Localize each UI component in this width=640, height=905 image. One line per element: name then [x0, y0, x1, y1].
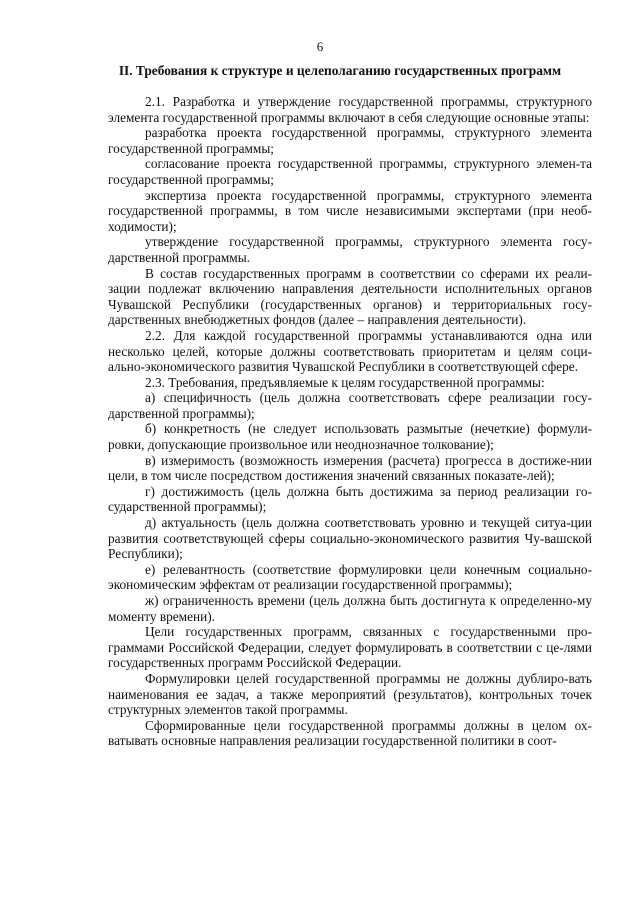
paragraph-coverage: Сформированные цели государственной программы должны в целом ох-ватывать основные направления реализации государственной политики в соот- [108, 717, 592, 749]
section-heading: II. Требования к структуре и целеполаганию государственных программ [118, 63, 562, 78]
requirement-item-g: г) достижимость (цель должна быть достижима за период реализации го-сударственной программы); [108, 483, 592, 515]
stage-item-approval-agreement: согласование проекта государственной программы, структурного элемен-та государственной программы; [108, 156, 592, 187]
requirement-item-zh: ж) ограниченность времени (цель должна быть достигнута к определенно-му моменту времени). [108, 593, 592, 624]
body-text [108, 94, 592, 749]
requirement-item-e: е) релевантность (соответствие формулировки цели конечным социально-экономическим эффектам от реализации государственной программы); [108, 561, 592, 593]
requirement-item-v: в) измеримость (возможность измерения (расчета) прогресса в достиже-нии цели, в том числе посредством достижения значений связанных показате-лей); [108, 452, 592, 484]
stage-item-expertise: экспертиза проекта государственной программы, структурного элемента государственной программы, в том числе независимыми экспертами (при необ-ходимости); [108, 187, 592, 234]
paragraph-federal-goals: Цели государственных программ, связанных с государственными про-граммами Российской Федерации, следует формулировать в соответствии с це-лями государственных программ Российской Федерации. [108, 624, 592, 671]
requirement-item-d: д) актуальность (цель должна соответствовать уровню и текущей ситуа-ции развития соответствующей сферы социально-экономического развития Чу-вашской Республики); [108, 515, 592, 562]
paragraph-no-duplication: Формулировки целей государственной программы не должны дублиро-вать наименования ее задач, а также мероприятий (результатов), контрольных точек структурных элементов такой программы. [108, 670, 592, 718]
stage-item-development: разработка проекта государственной программы, структурного элемента государственной программы; [108, 125, 592, 156]
paragraph-2-3: 2.3. Требования, предъявляемые к целям государственной программы: [145, 374, 545, 390]
requirement-item-a: а) специфичность (цель должна соответствовать сфере реализации госу-дарственной программы); [108, 390, 592, 421]
requirement-item-b: б) конкретность (не следует использовать размытые (нечеткие) формули-ровки, допускающие произвольное или неоднозначное толкование); [108, 421, 592, 453]
stage-item-approval: утверждение государственной программы, структурного элемента госу-дарственной программы. [108, 234, 592, 265]
paragraph-2-2: 2.2. Для каждой государственной программы устанавливаются одна или несколько целей, которые должны соответствовать приоритетам и целям соци-ально-экономического развития Чувашской Республики в соответствующей сфере. [108, 327, 592, 375]
paragraph-2-1: 2.1. Разработка и утверждение государственной программы, структурного элемента государственной программы включают в себя следующие основные этапы: [108, 94, 592, 125]
paragraph-directions: В состав государственных программ в соответствии со сферами их реали-зации подлежат включению направления деятельности исполнительных органов Чувашской Республики (государственных органов) и территориальных госу-дарственных внебюджетных фондов (далее – направления деятельности). [108, 265, 592, 328]
page-number: 6 [316, 39, 324, 54]
